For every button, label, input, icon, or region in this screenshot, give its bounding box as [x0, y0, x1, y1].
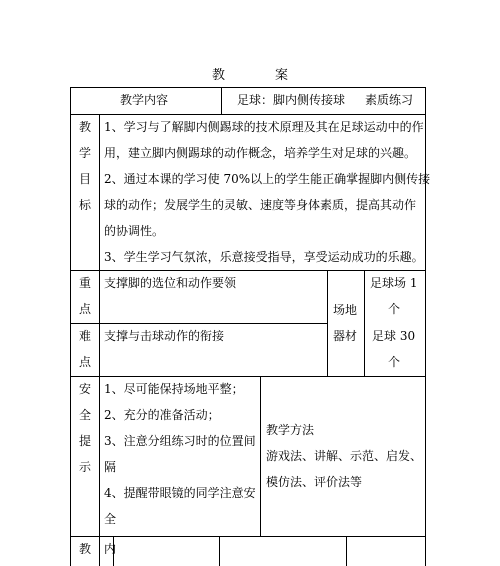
col-line-bottom-3 — [346, 536, 347, 566]
bottom-side: 教 — [78, 542, 91, 556]
goals-line-3: 2、通过本课的学习使 70%以上的学生能正确掌握脚内侧传接 — [104, 172, 431, 186]
col-line-safety — [260, 376, 261, 536]
safety-line-3: 3、注意分组练习时的位置间 — [104, 434, 256, 448]
difficult-side-1: 难 — [78, 329, 91, 343]
safety-side-3: 提 — [78, 434, 91, 448]
venue-label-1: 场地 — [333, 303, 358, 317]
document-title — [0, 64, 500, 83]
col-line-header-mid — [221, 87, 222, 114]
venue-item-4: 个 — [388, 355, 401, 369]
venue-item-2: 个 — [388, 302, 401, 316]
goals-side-3: 目 — [78, 172, 91, 186]
row-line-key — [70, 323, 327, 324]
goals-line-1: 1、学习与了解脚内侧踢球的技术原理及其在足球运动中的作 — [104, 120, 424, 134]
methods-line-2: 模仿法、评价法等 — [266, 475, 363, 489]
difficult-text: 支撑与击球动作的衔接 — [104, 329, 225, 343]
safety-line-2: 2、充分的准备活动； — [104, 408, 220, 422]
bottom-col2: 内 — [104, 542, 117, 556]
row-line-4 — [70, 376, 426, 377]
col-line-bottom-2 — [219, 536, 220, 566]
safety-side-1: 安 — [78, 382, 91, 396]
venue-item-1: 足球场 1 — [370, 276, 418, 290]
goals-line-2: 用，建立脚内侧踢球的动作概念，培养学生对足球的兴趣。 — [104, 146, 417, 160]
venue-label-2: 器材 — [333, 329, 358, 343]
title-char-2: 案 — [275, 68, 289, 83]
goals-line-4: 球的动作；发展学生的灵敏、速度等身体素质，提高其动作 — [104, 198, 417, 212]
goals-side-4: 标 — [78, 198, 91, 212]
col-line-venue-left — [327, 270, 328, 376]
safety-line-6: 全 — [104, 512, 117, 526]
header-label: 教学内容 — [120, 93, 169, 107]
goals-line-5: 的协调性。 — [104, 224, 165, 238]
header-topic: 足球：脚内侧传接球 — [237, 93, 346, 107]
header-topic-2: 素质练习 — [365, 93, 414, 107]
key-side-2: 点 — [78, 302, 91, 316]
safety-line-1: 1、尽可能保持场地平整； — [104, 382, 244, 396]
row-line-3 — [70, 270, 426, 271]
col-line-venue-right — [364, 270, 365, 376]
row-line-2 — [70, 114, 426, 115]
goals-side-1: 教 — [78, 120, 91, 134]
safety-side-4: 示 — [78, 460, 91, 474]
safety-line-5: 4、提醒带眼镜的同学注意安 — [104, 486, 256, 500]
row-line-1 — [70, 87, 426, 88]
safety-line-4: 隔 — [104, 460, 117, 474]
key-text: 支撑脚的选位和动作要领 — [104, 276, 237, 290]
venue-item-3: 足球 30 — [372, 329, 416, 343]
key-side-1: 重 — [78, 276, 91, 290]
title-char-1: 教 — [211, 68, 225, 83]
safety-side-2: 全 — [78, 408, 91, 422]
col-line-right — [425, 87, 426, 566]
difficult-side-2: 点 — [78, 355, 91, 369]
methods-line-1: 游戏法、讲解、示范、启发、 — [266, 449, 423, 463]
goals-line-6: 3、学生学习气氛浓，乐意接受指导，享受运动成功的乐趣。 — [104, 250, 424, 264]
header-value — [237, 93, 413, 108]
row-line-5 — [70, 536, 426, 537]
methods-title: 教学方法 — [266, 423, 315, 437]
goals-side-2: 学 — [78, 146, 91, 160]
